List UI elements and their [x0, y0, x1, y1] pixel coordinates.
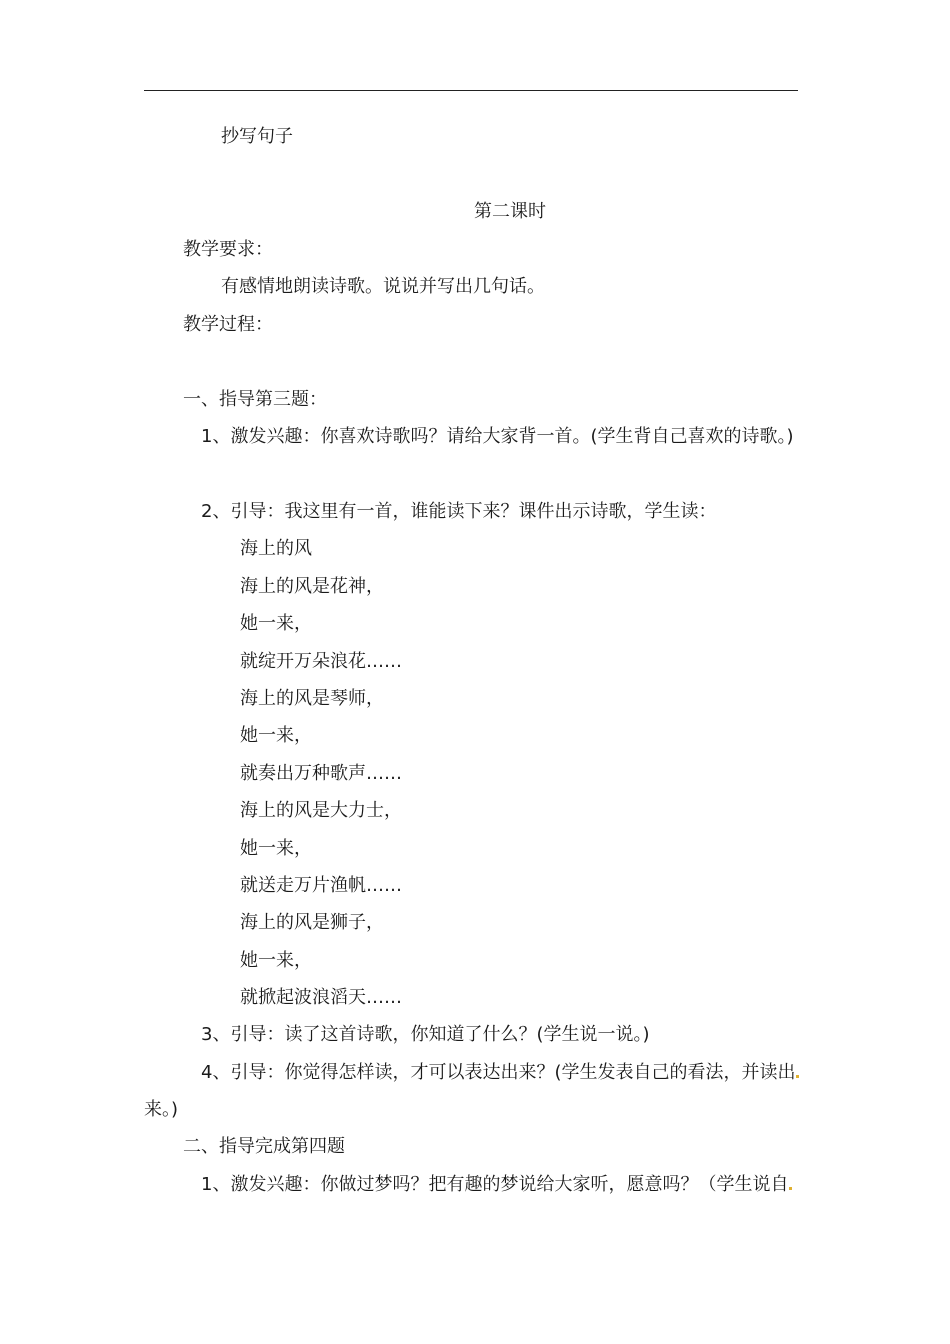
section1-item4-line2: 来。)	[144, 1099, 179, 1120]
poem-line: 她一来，	[240, 950, 312, 971]
poem-line: 海上的风是花神，	[240, 576, 384, 597]
poem-line: 她一来，	[240, 725, 312, 746]
header-rule	[144, 90, 798, 91]
edit-mark	[789, 1187, 792, 1190]
requirements-heading: 教学要求：	[183, 239, 273, 260]
section2-item1-text: 1、激发兴趣：你做过梦吗？把有趣的梦说给大家听，愿意吗？（学生说自	[201, 1174, 789, 1195]
poem-line: 就掀起波浪滔天……	[240, 987, 402, 1008]
copy-sentence-heading: 抄写句子	[221, 126, 293, 147]
section1-item2: 2、引导：我这里有一首，谁能读下来？课件出示诗歌，学生读：	[201, 501, 717, 522]
section1-item4-text: 4、引导：你觉得怎样读，才可以表达出来？(学生发表自己的看法，并读出	[201, 1062, 796, 1083]
process-heading: 教学过程：	[183, 314, 273, 335]
section2-heading: 二、指导完成第四题	[183, 1136, 345, 1157]
poem-line: 就绽开万朵浪花……	[240, 651, 402, 672]
poem-line: 海上的风是琴师，	[240, 688, 384, 709]
section1-item4-line1	[201, 1061, 799, 1085]
lesson-title: 第二课时	[474, 201, 546, 222]
poem-line: 就送走万片渔帆……	[240, 875, 402, 896]
poem-line: 她一来，	[240, 838, 312, 859]
section1-item3: 3、引导：读了这首诗歌，你知道了什么？(学生说一说。)	[201, 1024, 650, 1045]
section2-item1	[201, 1173, 792, 1197]
poem-line: 海上的风是大力士，	[240, 800, 402, 821]
requirements-text: 有感情地朗读诗歌。说说并写出几句话。	[221, 276, 545, 297]
poem-line: 海上的风是狮子，	[240, 912, 384, 933]
section1-heading: 一、指导第三题：	[183, 389, 327, 410]
section1-item1: 1、激发兴趣：你喜欢诗歌吗？请给大家背一首。(学生背自己喜欢的诗歌。)	[201, 426, 794, 447]
poem-line: 海上的风	[240, 538, 312, 559]
poem-line: 她一来，	[240, 613, 312, 634]
edit-mark	[796, 1075, 799, 1078]
poem-line: 就奏出万种歌声……	[240, 763, 402, 784]
